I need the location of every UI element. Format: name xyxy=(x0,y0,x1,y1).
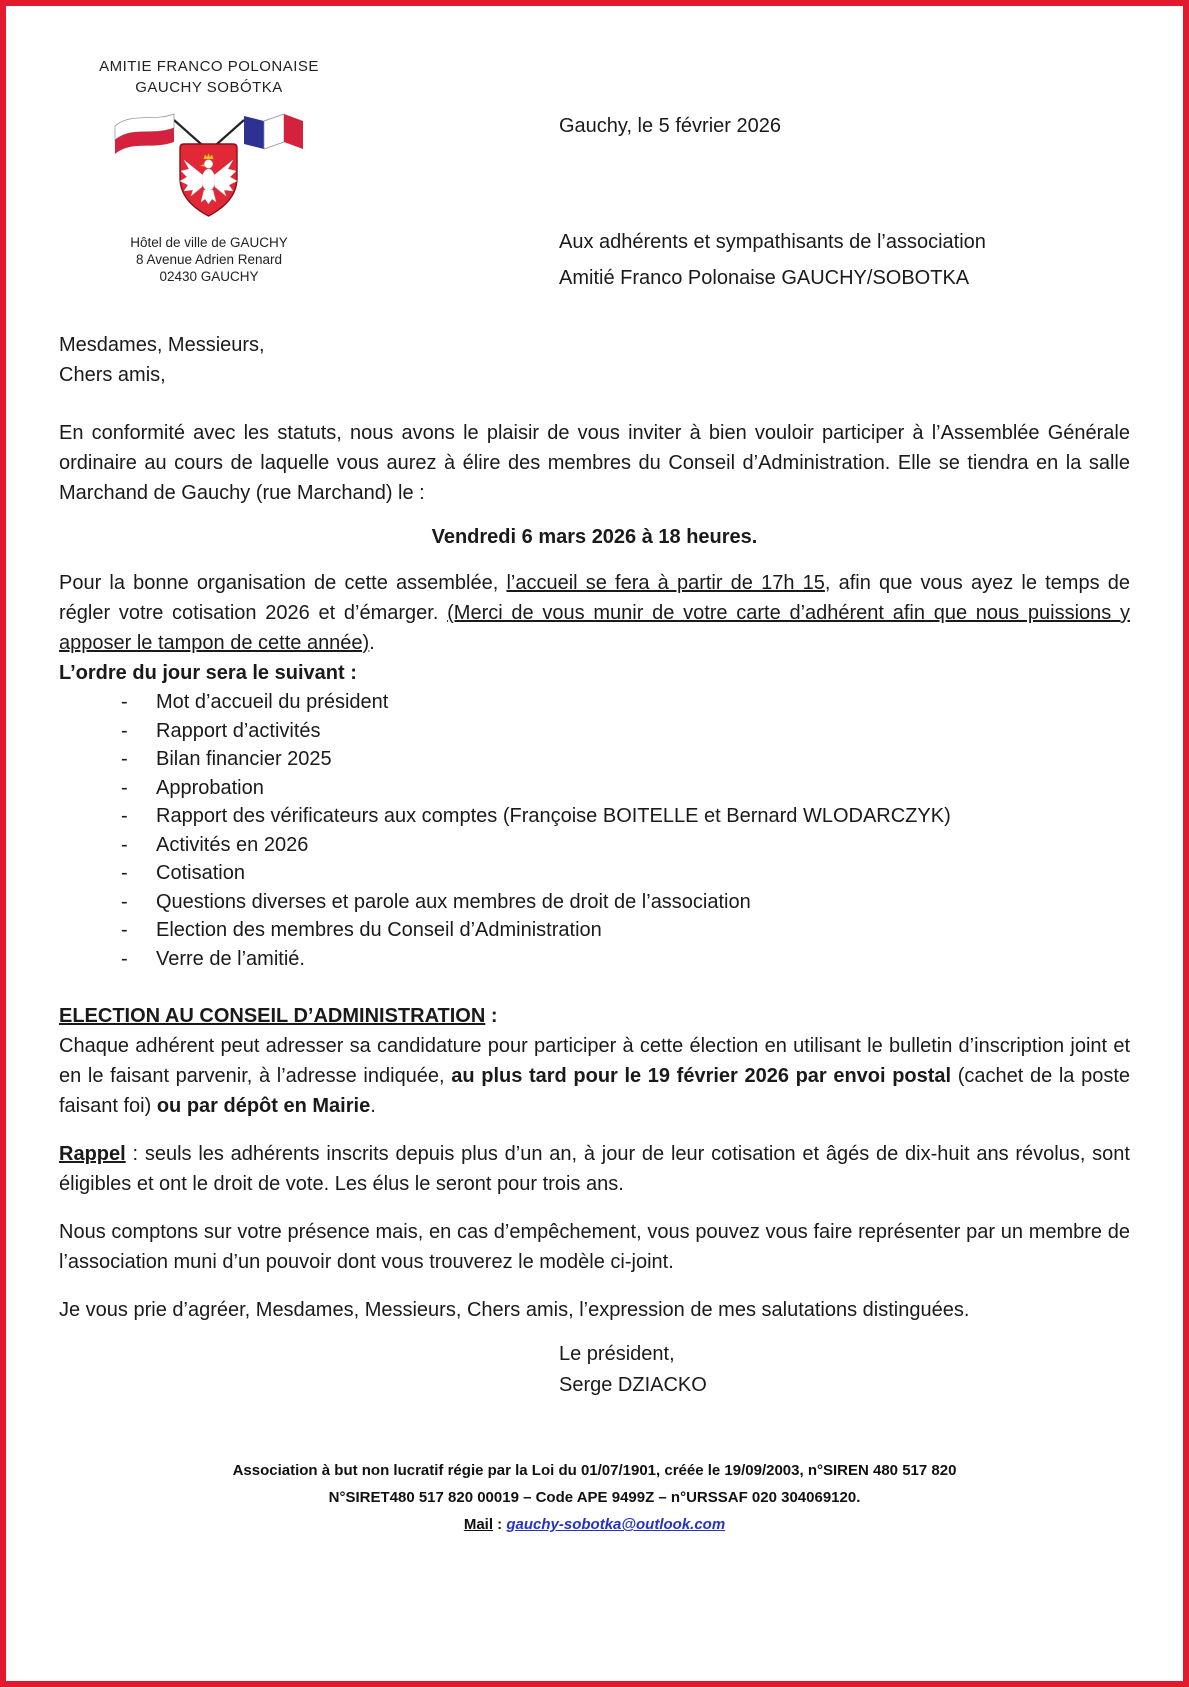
list-dash-marker: - xyxy=(121,805,128,827)
list-dash-marker: - xyxy=(121,776,128,799)
list-dash-marker: - xyxy=(121,691,128,713)
signature-name: Serge DZIACKO xyxy=(559,1374,707,1396)
association-logo-block xyxy=(59,56,359,285)
association-address xyxy=(59,234,359,285)
paragraph-invitation: En conformité avec les statuts, nous avons le plaisir de vous inviter à bien vouloir participer à l’Assemblée Générale ordinaire au cours de laquelle vous aurez à élire des membres du Conseil d’Administration. Elle se tiendra en la salle Marchand de Gauchy (rue Marchand) le : xyxy=(59,422,1130,504)
footer-legal-line2: N°SIRET480 517 820 00019 – Code APE 9499Z – n°URSSAF 020 304069120. xyxy=(328,1489,861,1506)
p4-run2: : seuls les adhérents inscrits depuis plus d’un an, à jour de leur cotisation et âgés de dix-huit ans révolus, sont éligibles et ont le droit de vote. Les élus le seront pour trois ans. xyxy=(59,1143,1130,1195)
recipient-line2: Amitié Franco Polonaise GAUCHY/SOBOTKA xyxy=(559,267,970,289)
agenda-item xyxy=(59,688,1130,717)
signature-role: Le président, xyxy=(559,1343,675,1365)
agenda-item xyxy=(59,859,1130,888)
agenda-item-text: Bilan financier 2025 xyxy=(156,748,332,770)
email-link[interactable]: gauchy-sobotka@outlook.com xyxy=(506,1516,726,1533)
mail-label: Mail xyxy=(463,1516,494,1533)
agenda-item-text: Approbation xyxy=(156,776,264,799)
agenda-item-text: Election des membres du Conseil d’Administration xyxy=(156,919,602,941)
header-right-block xyxy=(559,56,986,296)
list-dash-marker: - xyxy=(121,919,128,941)
meeting-date-heading: Vendredi 6 mars 2026 à 18 heures. xyxy=(431,526,758,548)
recipient-block xyxy=(559,224,986,296)
p3-run2-bold: au plus tard pour le 19 février 2026 par envoi postal xyxy=(451,1065,952,1087)
agenda-item xyxy=(59,945,1130,974)
footer-legal-line1: Association à but non lucratif régie par la Loi du 01/07/1901, créée le 19/09/2003, n°SIREN 480 517 820 xyxy=(232,1462,957,1479)
agenda-item-text: Verre de l’amitié. xyxy=(156,947,305,970)
p3-run3: (cachet de la poste faisant foi) xyxy=(59,1065,1130,1117)
agenda-item xyxy=(59,745,1130,774)
paragraph-closing: Je vous prie d’agréer, Mesdames, Messieurs, Chers amis, l’expression de mes salutations distinguées. xyxy=(59,1299,970,1321)
list-dash-marker: - xyxy=(121,862,128,884)
letter-date: Gauchy, le 5 février 2026 xyxy=(559,115,781,137)
election-heading-text: ELECTION AU CONSEIL D’ADMINISTRATION xyxy=(59,1005,486,1027)
salutation-line1: Mesdames, Messieurs, xyxy=(59,334,265,356)
paragraph-rappel xyxy=(59,1139,1130,1199)
agenda-item xyxy=(59,888,1130,917)
salutation-line2: Chers amis, xyxy=(59,364,166,386)
list-dash-marker: - xyxy=(121,947,128,970)
footer-mail-line xyxy=(59,1511,1130,1538)
agenda-item xyxy=(59,774,1130,803)
logo-artwork xyxy=(59,104,359,224)
letter-body xyxy=(59,330,1130,1401)
signature-block xyxy=(559,1339,1130,1401)
list-dash-marker: - xyxy=(121,890,128,913)
agenda-item xyxy=(59,831,1130,860)
election-heading-colon: : xyxy=(485,1005,498,1027)
letter-header xyxy=(59,56,1130,296)
salutation xyxy=(59,330,1130,390)
agenda-item xyxy=(59,717,1130,746)
p3-run5: . xyxy=(370,1095,376,1117)
p2-run4-underlined: (Merci de vous munir de votre carte d’adhérent afin que nous puissions y apposer le tampon de cette année) xyxy=(59,602,1130,654)
french-flag-icon xyxy=(244,114,303,149)
p2-run2-underlined: l’accueil se fera à partir de 17h 15 xyxy=(506,572,825,594)
franco-polish-emblem-icon xyxy=(114,104,304,219)
agenda-item-text: Activités en 2026 xyxy=(156,833,309,856)
agenda-heading: L’ordre du jour sera le suivant : xyxy=(59,662,357,684)
recipient-line1: Aux adhérents et sympathisants de l’association xyxy=(559,231,986,253)
agenda-item-text: Rapport des vérificateurs aux comptes (Françoise BOITELLE et Bernard WLODARCZYK) xyxy=(156,805,951,827)
p3-run1: Chaque adhérent peut adresser sa candidature pour participer à cette élection en utilisant le bulletin d’inscription joint et en le faisant parvenir, à l’adresse indiquée, xyxy=(59,1035,1130,1087)
p2-run3: , afin que vous ayez le temps de régler votre cotisation 2026 et d’émarger. xyxy=(59,572,1130,624)
list-dash-marker: - xyxy=(121,748,128,770)
list-dash-marker: - xyxy=(121,719,128,742)
agenda-item-text: Questions diverses et parole aux membres de droit de l’association xyxy=(156,890,751,913)
agenda-item-text: Rapport d’activités xyxy=(156,719,321,742)
agenda-item xyxy=(59,916,1130,945)
p2-run1: Pour la bonne organisation de cette assemblée, xyxy=(59,572,507,594)
agenda-item-text: Mot d’accueil du président xyxy=(156,691,389,713)
address-line1: Hôtel de ville de GAUCHY xyxy=(130,235,288,250)
logo-title xyxy=(59,56,359,98)
polish-flag-icon xyxy=(115,114,174,154)
address-line3: 02430 GAUCHY xyxy=(159,269,259,284)
paragraph-candidature xyxy=(59,1031,1130,1121)
p2-run5: . xyxy=(369,632,375,654)
agenda-item xyxy=(59,802,1130,831)
p3-run4-bold: ou par dépôt en Mairie xyxy=(156,1095,371,1117)
mail-separator: : xyxy=(493,1516,507,1533)
logo-title-line2: GAUCHY SOBÓTKA xyxy=(135,79,283,96)
paragraph-organisation xyxy=(59,568,1130,658)
list-dash-marker: - xyxy=(121,833,128,856)
agenda-list xyxy=(59,688,1130,973)
letter-footer xyxy=(59,1457,1130,1538)
election-section-heading xyxy=(59,1001,1130,1031)
agenda-item-text: Cotisation xyxy=(156,862,245,884)
paragraph-presence: Nous comptons sur votre présence mais, en cas d’empêchement, vous pouvez vous faire représenter par un membre de l’association muni d’un pouvoir dont vous trouverez le modèle ci-joint. xyxy=(59,1221,1130,1273)
logo-title-line1: AMITIE FRANCO POLONAISE xyxy=(99,58,319,75)
rappel-label: Rappel xyxy=(59,1143,126,1165)
address-line2: 8 Avenue Adrien Renard xyxy=(135,252,283,267)
